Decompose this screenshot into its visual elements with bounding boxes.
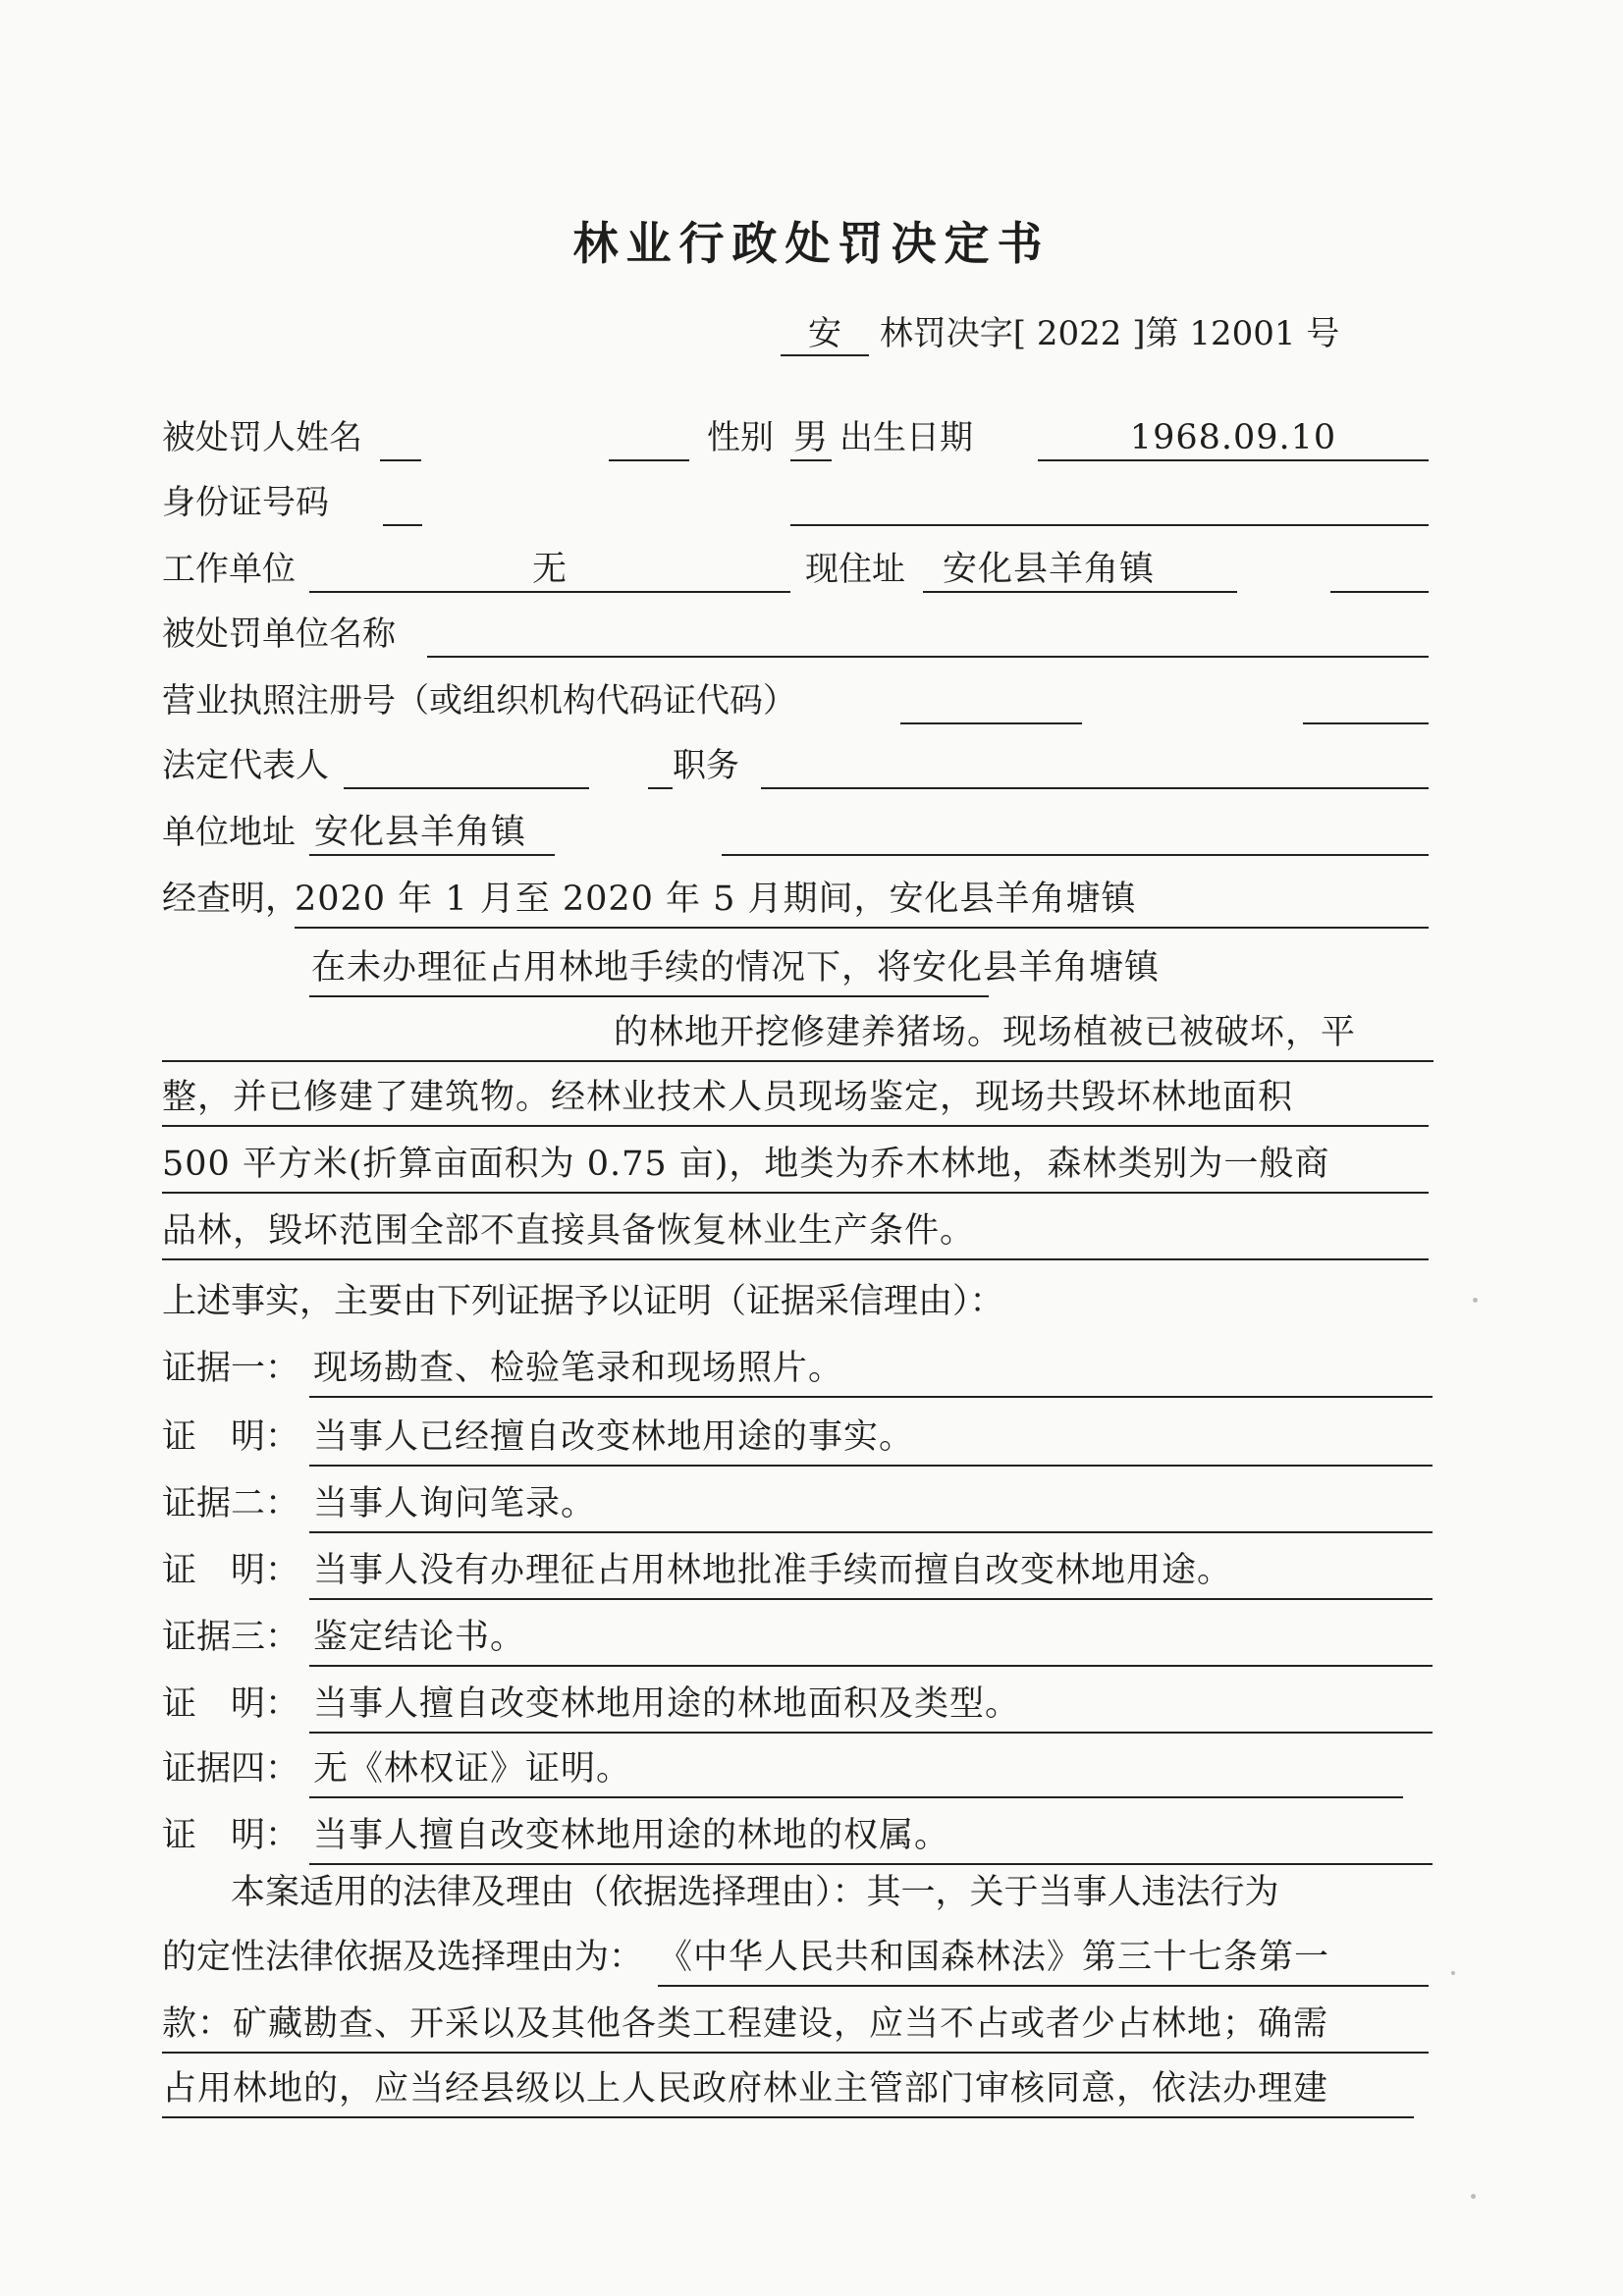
findings-blank-3 <box>162 1005 609 1062</box>
evidence-text: 当事人擅自改变林地用途的林地面积及类型。 <box>309 1677 1433 1734</box>
evidence-text: 无《林权证》证明。 <box>309 1741 1403 1798</box>
ref-suffix: 号 <box>1306 314 1340 353</box>
evidence-row <box>162 1476 1429 1535</box>
position-blank-b <box>761 738 1429 789</box>
name-blank-a <box>380 410 421 461</box>
evidence-row <box>162 1610 1429 1669</box>
ref-mid2: ]第 <box>1132 314 1179 353</box>
findings-line-5 <box>162 1137 1429 1196</box>
law-line-1: 本案适用的法律及理由（依据选择理由）：其一，关于当事人违法行为 <box>231 1873 1279 1912</box>
org-address-blank <box>722 805 1429 856</box>
findings-line-2 <box>162 940 1429 999</box>
findings-text-2: 在未办理征占用林地手续的情况下，将安化县羊角塘镇 <box>309 940 989 997</box>
scan-speck <box>1473 1298 1478 1303</box>
address-label: 现住址 <box>805 550 905 589</box>
gender-value: 男 <box>790 410 832 461</box>
name-blank-b <box>609 410 689 461</box>
org-name-label: 被处罚单位名称 <box>162 614 396 654</box>
address-blank <box>1330 542 1429 593</box>
findings-text-4: 整，并已修建了建筑物。经林业技术人员现场鉴定，现场共毁坏林地面积 <box>162 1070 1429 1127</box>
row-id <box>162 475 1429 530</box>
address-value: 安化县羊角镇 <box>923 542 1237 593</box>
position-blank-a <box>648 738 673 789</box>
findings-label: 经查明， <box>162 880 300 919</box>
legal-rep-blank <box>344 738 589 789</box>
findings-text-5: 500 平方米(折算亩面积为 0.75 亩)，地类为乔木林地，森林类别为一般商 <box>162 1137 1429 1194</box>
findings-text-6: 品林，毁坏范围全部不直接具备恢复林业生产条件。 <box>162 1203 1429 1260</box>
work-value: 无 <box>309 542 790 593</box>
evidence-text: 鉴定结论书。 <box>309 1610 1433 1667</box>
evidence-row <box>162 1677 1429 1735</box>
ref-year: 2022 <box>1036 314 1122 353</box>
evidence-text: 当事人已经擅自改变林地用途的事实。 <box>309 1410 1433 1467</box>
evidence-text: 现场勘查、检验笔录和现场照片。 <box>309 1341 1433 1398</box>
law-line-4-text: 占用林地的，应当经县级以上人民政府林业主管部门审核同意，依法办理建 <box>162 2061 1414 2118</box>
work-label: 工作单位 <box>162 550 296 589</box>
scan-speck <box>1451 1971 1455 1975</box>
evidence-row <box>162 1808 1429 1867</box>
birth-value: 1968.09.10 <box>1038 410 1429 461</box>
row-work <box>162 542 1429 597</box>
evidence-label: 证据二： <box>162 1484 300 1523</box>
evidence-text: 当事人没有办理征占用林地批准手续而擅自改变林地用途。 <box>309 1543 1433 1600</box>
document-reference <box>781 306 1339 356</box>
evidence-label: 证 明： <box>162 1417 300 1457</box>
law-line-2b: 《中华人民共和国森林法》第三十七条第一 <box>658 1930 1429 1987</box>
birth-label: 出生日期 <box>839 418 973 457</box>
row-legal-rep <box>162 738 1429 793</box>
row-license <box>162 673 1429 728</box>
id-blank-a <box>383 475 422 526</box>
row-name <box>162 410 1429 465</box>
name-label: 被处罚人姓名 <box>162 418 362 457</box>
law-line-3-text: 款：矿藏勘查、开采以及其他各类工程建设，应当不占或者少占林地；确需 <box>162 1997 1429 2054</box>
evidence-label: 证据一： <box>162 1349 300 1388</box>
license-label: 营业执照注册号（或组织机构代码证代码） <box>162 681 796 721</box>
row-org-name <box>162 607 1429 662</box>
findings-line-1 <box>162 872 1429 931</box>
law-line-3 <box>162 1997 1429 2056</box>
evidence-label: 证据三： <box>162 1618 300 1657</box>
org-address-value: 安化县羊角镇 <box>309 805 555 856</box>
ref-number: 12001 <box>1189 314 1296 353</box>
evidence-row <box>162 1410 1429 1468</box>
evidence-row <box>162 1741 1429 1800</box>
findings-line-3 <box>162 1005 1429 1064</box>
findings-line-6 <box>162 1203 1429 1262</box>
ref-mid: 林罚决字[ <box>879 314 1027 353</box>
evidence-row <box>162 1341 1429 1400</box>
document-title: 林业行政处罚决定书 <box>572 217 1051 270</box>
org-address-label: 单位地址 <box>162 813 296 852</box>
evidence-label: 证 明： <box>162 1816 300 1855</box>
evidence-label: 证 明： <box>162 1551 300 1590</box>
id-label: 身份证号码 <box>162 483 329 522</box>
law-line-2 <box>162 1930 1429 1989</box>
legal-rep-label: 法定代表人 <box>162 746 329 785</box>
id-blank-b <box>790 475 1429 526</box>
findings-line-4 <box>162 1070 1429 1129</box>
position-label: 职务 <box>673 746 739 785</box>
evidence-row <box>162 1543 1429 1602</box>
findings-text-3: 的林地开挖修建养猪场。现场植被已被破坏，平 <box>609 1005 1434 1062</box>
ref-prefix: 安 <box>781 306 869 356</box>
gender-label: 性别 <box>707 418 774 457</box>
evidence-intro: 上述事实，主要由下列证据予以证明（证据采信理由）： <box>162 1282 1004 1321</box>
findings-text-1: 2020 年 1 月至 2020 年 5 月期间，安化县羊角塘镇 <box>295 872 1429 929</box>
scan-speck <box>1471 2194 1476 2199</box>
row-org-address <box>162 805 1429 860</box>
org-name-blank <box>427 607 1429 658</box>
license-blank-a <box>900 673 1082 724</box>
evidence-text: 当事人询问笔录。 <box>309 1476 1433 1533</box>
law-line-4 <box>162 2061 1429 2120</box>
evidence-label: 证 明： <box>162 1684 300 1724</box>
evidence-label: 证据四： <box>162 1749 300 1789</box>
license-blank-b <box>1303 673 1429 724</box>
law-line-2a: 的定性法律依据及选择理由为： <box>162 1938 644 1977</box>
evidence-text: 当事人擅自改变林地用途的林地的权属。 <box>309 1808 1433 1865</box>
